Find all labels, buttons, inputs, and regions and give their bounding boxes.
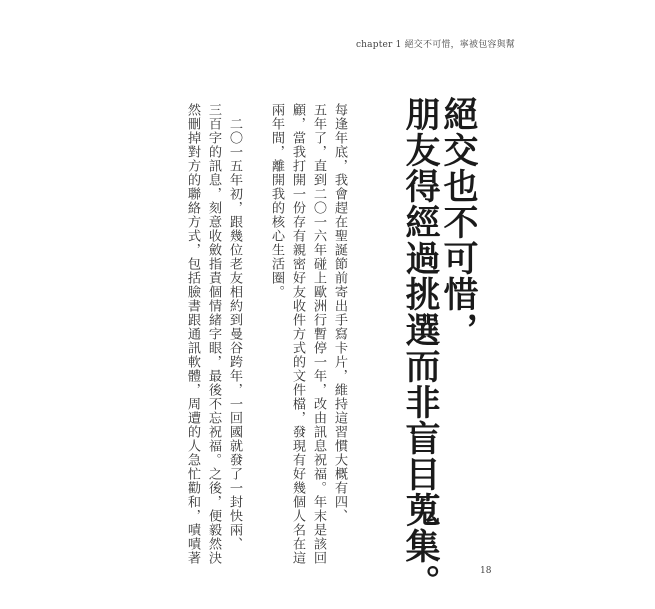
- body-text-line: 五年了，直到二〇一六年碰上歐洲行暫停一年，改由訊息祝福。年末是該回: [311, 103, 326, 565]
- body-text-line: 三百字的訊息，刻意收斂指責個情緒字眼，最後不忘祝福。之後，便毅然決: [206, 103, 221, 565]
- body-text-line: 每逢年底，我會趕在聖誕節前寄出手寫卡片，維持這習慣大概有四、: [332, 103, 347, 523]
- body-text-line: 顧，當我打開一份存有親密好友收件方式的文件檔，發現有好幾個人名在這: [290, 103, 305, 565]
- body-text-line: 然刪掉對方的聯絡方式，包括臉書跟通訊軟體，周遭的人急忙勸和，嘖嘖著: [185, 103, 200, 565]
- chapter-title-line-1: 絕交也不可惜，: [438, 96, 478, 348]
- running-header: chapter 1 絕交不可惜，寧被包容與幫: [355, 40, 515, 50]
- chapter-title-line-2: 朋友得經過挑選而非盲目蒐集。: [400, 96, 440, 600]
- body-text-line: 兩年間，離開我的核心生活圈。: [269, 103, 284, 299]
- body-text-line: 二〇一五年初，跟幾位老友相約到曼谷跨年，一回國就發了一封快兩、: [227, 117, 242, 551]
- page-number: 18: [480, 566, 492, 576]
